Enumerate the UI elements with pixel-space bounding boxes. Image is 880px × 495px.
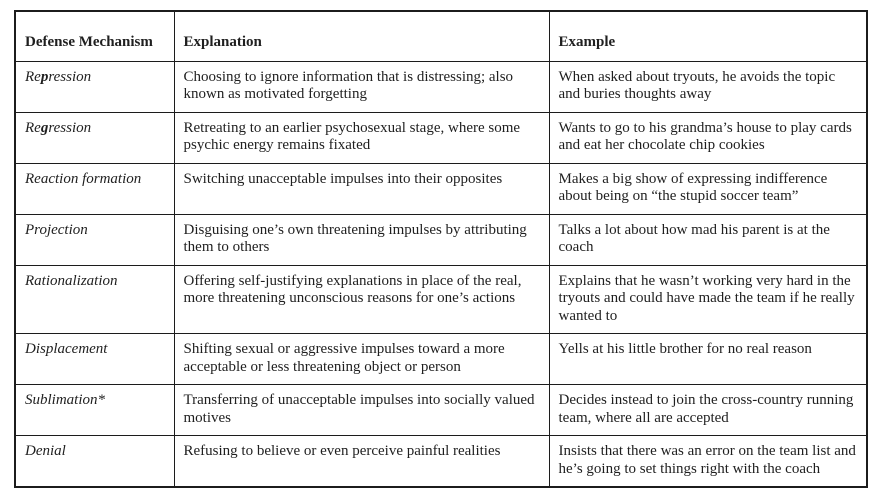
- example-cell: Decides instead to join the cross-country running team, where all are accepted: [549, 385, 867, 436]
- mechanism-cell: [15, 436, 174, 488]
- explanation-cell: Retreating to an earlier psychosexual stage, where some psychic energy remains fixated: [174, 112, 549, 163]
- column-header-defense-mechanism: Defense Mechanism: [15, 11, 174, 61]
- mechanism-cell: [15, 265, 174, 334]
- example-cell: When asked about tryouts, he avoids the topic and buries thoughts away: [549, 61, 867, 112]
- mechanism-name: Rationalization: [25, 272, 118, 289]
- example-cell: Insists that there was an error on the team list and he’s going to set things right with the coach: [549, 436, 867, 488]
- column-header-example: Example: [549, 11, 867, 61]
- table-row: [15, 265, 867, 334]
- explanation-cell: Refusing to believe or even perceive painful realities: [174, 436, 549, 488]
- mechanism-cell: [15, 385, 174, 436]
- mechanism-cell: [15, 334, 174, 385]
- header-row: [15, 11, 867, 61]
- table-row: [15, 112, 867, 163]
- table-row: [15, 385, 867, 436]
- mechanism-cell: [15, 163, 174, 214]
- mechanism-cell: [15, 214, 174, 265]
- table-row: [15, 436, 867, 488]
- explanation-cell: Shifting sexual or aggressive impulses toward a more acceptable or less threatening object or person: [174, 334, 549, 385]
- mechanism-name: Displacement: [25, 341, 108, 357]
- defense-mechanisms-table: [14, 10, 868, 488]
- mechanism-cell: [15, 61, 174, 112]
- example-cell: Talks a lot about how mad his parent is at the coach: [549, 214, 867, 265]
- column-header-explanation: Explanation: [174, 11, 549, 61]
- explanation-cell: Offering self-justifying explanations in place of the real, more threatening unconscious reasons for one’s actions: [174, 265, 549, 334]
- mechanism-name: Re: [25, 119, 41, 136]
- table-row: [15, 214, 867, 265]
- table-row: [15, 334, 867, 385]
- mechanism-name: Reaction formation: [25, 170, 142, 187]
- explanation-cell: Choosing to ignore information that is distressing; also known as motivated forgetting: [174, 61, 549, 112]
- explanation-cell: Transferring of unacceptable impulses into socially valued motives: [174, 385, 549, 436]
- example-cell: Makes a big show of expressing indifference about being on “the stupid soccer team”: [549, 163, 867, 214]
- mechanism-name: Denial: [25, 443, 66, 459]
- mechanism-key-letter: p: [40, 68, 49, 85]
- mechanism-name: Projection: [25, 221, 88, 238]
- example-cell: Yells at his little brother for no real reason: [549, 334, 867, 385]
- example-cell: Explains that he wasn’t working very hard in the tryouts and could have made the team if he really wanted to: [549, 265, 867, 334]
- mechanism-name-rest: ression: [48, 68, 92, 85]
- mechanism-key-letter: g: [40, 119, 49, 136]
- explanation-cell: Switching unacceptable impulses into their opposites: [174, 163, 549, 214]
- mechanism-name: Re: [25, 68, 41, 85]
- mechanism-name-rest: ression: [48, 119, 92, 136]
- example-cell: Wants to go to his grandma’s house to play cards and eat her chocolate chip cookies: [549, 112, 867, 163]
- table-row: [15, 163, 867, 214]
- mechanism-cell: [15, 112, 174, 163]
- mechanism-name: Sublimation*: [25, 392, 106, 408]
- table-row: [15, 61, 867, 112]
- explanation-cell: Disguising one’s own threatening impulses by attributing them to others: [174, 214, 549, 265]
